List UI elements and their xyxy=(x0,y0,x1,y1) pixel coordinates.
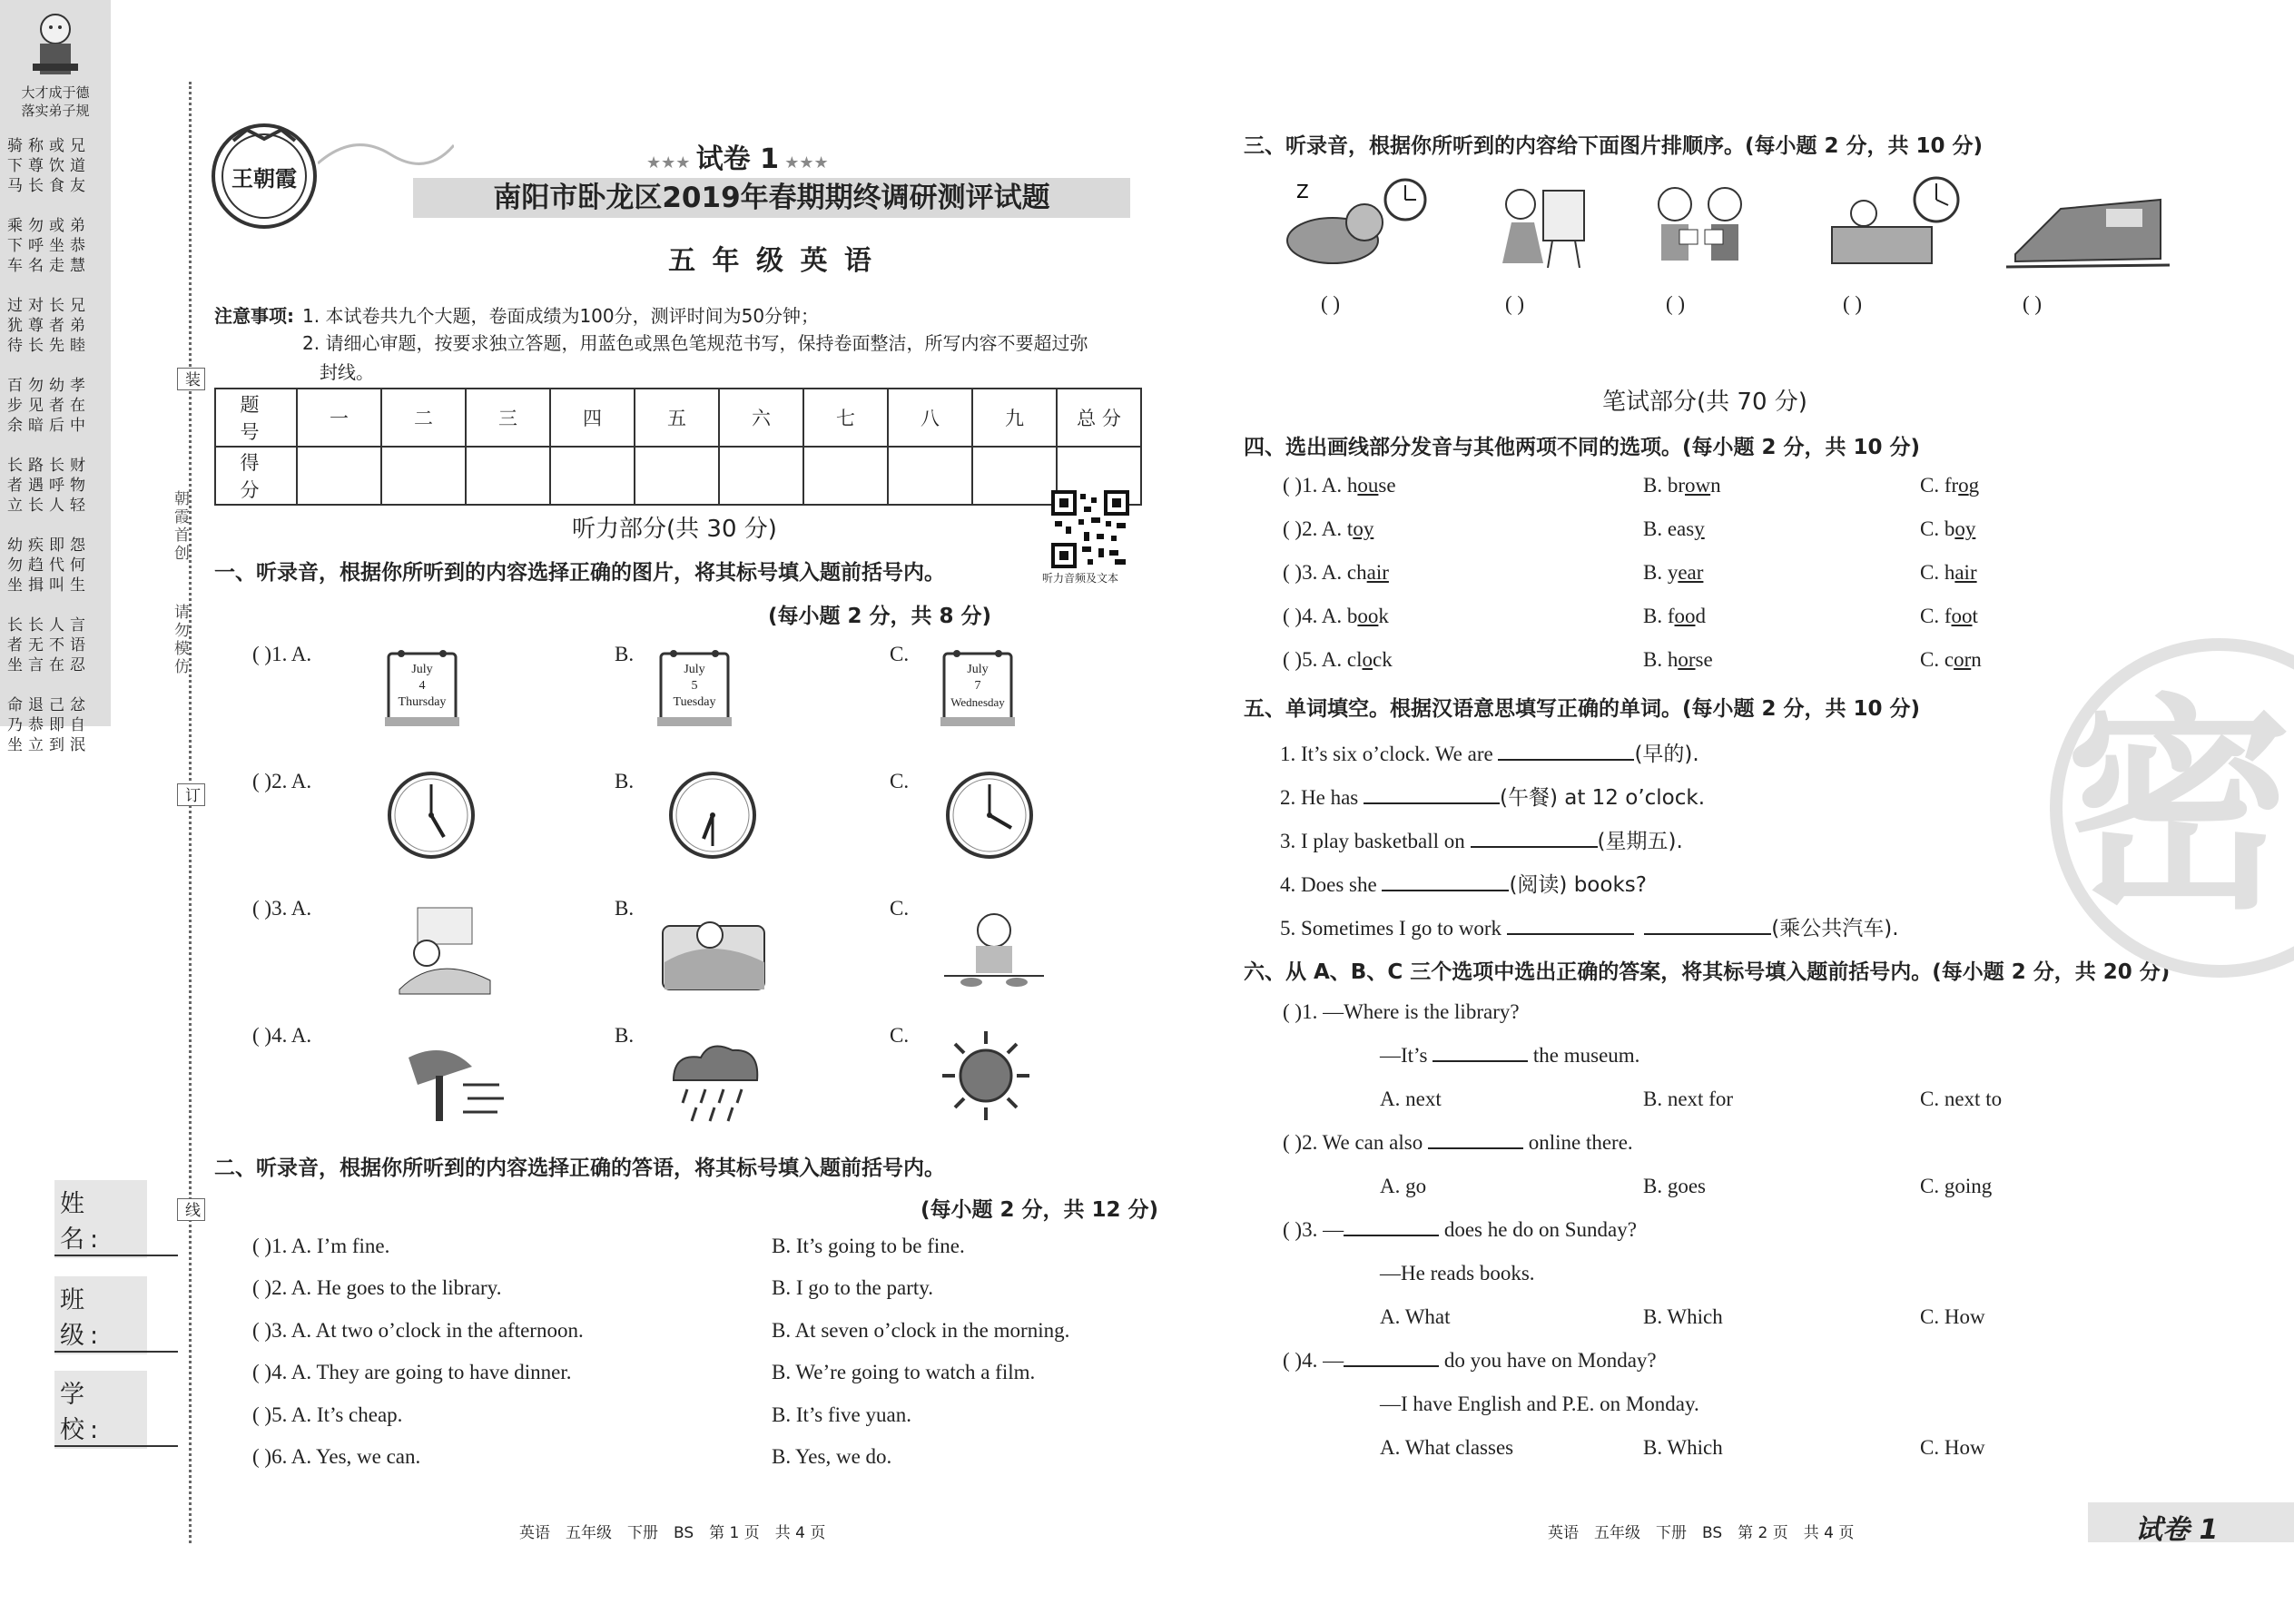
clock-icon xyxy=(944,770,1035,861)
s4-q4-b-u: oo xyxy=(1674,605,1696,627)
windy-tree-icon xyxy=(390,1030,508,1130)
s2-q1-option-a[interactable]: ( )1. A. I’m fine. xyxy=(252,1235,390,1257)
s4-q1-c-pre: C. fr xyxy=(1920,474,1959,497)
listening-title: 听力部分(共 30 分) xyxy=(572,516,777,543)
s2-q6-option-b: B. Yes, we do. xyxy=(772,1445,892,1468)
s4-q1-b-pre: B. br xyxy=(1643,474,1685,497)
s1-q1-c-label: C. xyxy=(890,643,910,665)
s2-q4-option-a[interactable]: ( )4. A. They are going to have dinner. xyxy=(252,1361,572,1383)
s1-q4-c-label: C. xyxy=(890,1024,910,1047)
s6-q4-option-c: C. How xyxy=(1920,1436,1985,1459)
clock-icon xyxy=(667,770,758,861)
s6-q3[interactable] xyxy=(1283,1218,1637,1242)
s4-q5-c-pre: C. c xyxy=(1920,648,1954,671)
s6-q2-option-a: A. go xyxy=(1380,1175,1427,1197)
s4-q1-c-post: g xyxy=(1968,474,1980,497)
s5-q4 xyxy=(1280,868,1647,898)
calendar-a-day: 4 xyxy=(418,679,426,693)
s6-q1[interactable]: ( )1. —Where is the library? xyxy=(1283,1000,1520,1023)
s6-q3-option-c: C. How xyxy=(1920,1305,1985,1328)
s2-q3-option-b: B. At seven o’clock in the morning. xyxy=(772,1319,1070,1342)
s4-q4-c-u: oo xyxy=(1951,605,1973,627)
calendar-b-day: 5 xyxy=(691,679,698,693)
s4-q4-c-pre: C. f xyxy=(1920,605,1952,627)
binding-dashed-line xyxy=(189,82,192,1543)
s3-answer-bracket[interactable]: ( ) xyxy=(1666,292,1686,315)
s4-q3-c-u: air xyxy=(1954,561,1977,584)
child-eating-picture xyxy=(935,899,1053,999)
s4-q3-bracket: ( )3. A. xyxy=(1283,561,1347,584)
calendar-b-weekday: Tuesday xyxy=(673,695,716,709)
score-header-cell: 七 xyxy=(803,389,888,447)
s4-q1-b-post: n xyxy=(1710,474,1721,497)
seal-word-1: 装 xyxy=(177,368,205,390)
s6-q1-line2 xyxy=(1380,1044,1639,1068)
s1-q1-number[interactable]: ( )1. A. xyxy=(252,643,312,665)
score-header-cell: 总 分 xyxy=(1057,389,1141,447)
notes-line-2: 2. 请细心审题，按要求独立答题，用蓝色或黑色笔规范书写，保持卷面整洁，所写内容不要超过弥 xyxy=(302,332,1088,354)
sleeping-cat-clock-picture xyxy=(1278,172,1433,272)
s4-q1-b-u: ow xyxy=(1685,474,1711,497)
s4-q2-option-c xyxy=(1920,517,1975,541)
side-note-2: 请勿模仿 xyxy=(171,604,189,676)
s5-q3-pre: 3. I play basketball on xyxy=(1280,830,1471,852)
s5-q5 xyxy=(1280,911,1899,941)
score-cell[interactable] xyxy=(972,447,1057,505)
seal-word-3: 线 xyxy=(177,1198,205,1221)
s6-q2-blank[interactable] xyxy=(1428,1131,1523,1149)
s4-q5-b-u: or xyxy=(1678,648,1696,671)
s5-q2 xyxy=(1280,781,1705,811)
s1-q3-number[interactable]: ( )3. A. xyxy=(252,897,312,920)
s6-q3-blank[interactable] xyxy=(1344,1218,1439,1236)
score-cell[interactable] xyxy=(803,447,888,505)
footer-left: 英语 五年级 下册 BS 第 1 页 共 4 页 xyxy=(519,1524,826,1542)
score-header-cell: 九 xyxy=(972,389,1057,447)
s4-q4-a-pre: b xyxy=(1346,605,1358,627)
s4-q5-option-c xyxy=(1920,648,1982,672)
s6-q2-post: online there. xyxy=(1528,1131,1633,1154)
s6-q4[interactable] xyxy=(1283,1349,1657,1373)
s4-q4-b-pre: B. f xyxy=(1643,605,1675,627)
section1-points: (每小题 2 分，共 8 分) xyxy=(768,605,992,628)
train-picture xyxy=(2006,182,2170,281)
child-sleeping-picture xyxy=(655,899,773,999)
s5-q5-blank-2[interactable] xyxy=(1644,917,1771,935)
s5-q1-pre: 1. It’s six o’clock. We are xyxy=(1280,743,1499,765)
s4-q3-option-c xyxy=(1920,561,1977,585)
footer-right: 英语 五年级 下册 BS 第 2 页 共 4 页 xyxy=(1548,1524,1855,1542)
s4-q5-c-post: n xyxy=(1971,648,1982,671)
s4-q2-option-b xyxy=(1643,517,1705,541)
s5-q1 xyxy=(1280,737,1699,767)
s4-q4-number[interactable] xyxy=(1283,605,1389,628)
s4-q2-c-u: oy xyxy=(1954,517,1976,540)
s2-q5-option-b: B. It’s five yuan. xyxy=(772,1403,911,1426)
s4-q3-a-pre: ch xyxy=(1346,561,1367,584)
s5-q2-pre: 2. He has xyxy=(1280,786,1364,809)
s4-q1-option-c xyxy=(1920,474,1979,497)
s4-q2-a-u: oy xyxy=(1353,517,1374,540)
s1-q1-b-label: B. xyxy=(615,643,635,665)
s6-q3-option-a: A. What xyxy=(1380,1305,1451,1328)
s6-q4-option-a: A. What classes xyxy=(1380,1436,1514,1459)
s4-q5-c-u: or xyxy=(1954,648,1972,671)
sunny-sun-icon xyxy=(935,1026,1053,1126)
s4-q5-a-pre: cl xyxy=(1346,648,1363,671)
section2-points: (每小题 2 分，共 12 分) xyxy=(921,1198,1159,1222)
calendar-a-weekday: Thursday xyxy=(398,695,447,709)
s4-q2-a-pre: t xyxy=(1346,517,1354,540)
exam-title: 南阳市卧龙区2019年春期期终调研测评试题 xyxy=(493,182,1050,214)
s4-q1-a-u: ou xyxy=(1357,474,1379,497)
score-cell[interactable] xyxy=(381,447,466,505)
s4-q4-option-b xyxy=(1643,605,1706,628)
name-label: 姓 名: xyxy=(54,1180,147,1258)
notes-label: 注意事项: xyxy=(214,305,294,327)
score-table-score-row xyxy=(215,447,1141,505)
s6-q3-post: does he do on Sunday? xyxy=(1443,1218,1637,1241)
child-waking-picture xyxy=(390,899,508,999)
s6-q4-option-b: B. Which xyxy=(1643,1436,1723,1459)
section2-heading: 二、听录音，根据你所听到的内容选择正确的答语，将其标号填入题前括号内。 xyxy=(214,1156,945,1180)
s4-q4-option-c xyxy=(1920,605,1978,628)
kids-reading-picture xyxy=(1643,177,1757,277)
s6-q2-option-c: C. going xyxy=(1920,1175,1993,1197)
calendar-b-month: July xyxy=(684,663,705,676)
mascot-figure xyxy=(24,9,87,82)
s6-q1-blank[interactable] xyxy=(1433,1044,1528,1062)
motto-top: 大才成于德 落实弟子规 xyxy=(21,84,90,119)
score-header-cell: 题 号 xyxy=(215,389,297,447)
s6-q1-option-b: B. next for xyxy=(1643,1088,1734,1110)
s5-q2-blank[interactable] xyxy=(1364,786,1500,804)
s4-q4-a-u: oo xyxy=(1357,605,1379,627)
s5-q5-blank-1[interactable] xyxy=(1507,917,1634,935)
notes-line-3: 封线。 xyxy=(320,361,374,383)
s1-q4-b-label: B. xyxy=(615,1024,635,1047)
qr-code-icon[interactable] xyxy=(1051,490,1129,568)
s4-q4-bracket: ( )4. A. xyxy=(1283,605,1347,627)
motto-block: 骑称或兄 下尊饮道 马长食友 乘勿或弟 下呼坐恭 车名走慧 过对长兄 犹尊者弟 待长先睦 百勿幼孝 步见者在 余暗后中 长路长财 者遇呼物 立长人轻 幼疾即怨 勿趋代何 坐揖叫生 长长人言 者无不语 坐言在忍 命退己忿 乃恭即自 坐立到泯 xyxy=(7,137,91,754)
score-header-cell: 八 xyxy=(888,389,972,447)
s4-q5-option-b xyxy=(1643,648,1713,672)
paper-badge: ★★★ 试卷 1 ★★★ xyxy=(646,143,829,175)
s4-q4-b-post: d xyxy=(1695,605,1706,627)
svg-text:Z: Z xyxy=(1296,181,1309,202)
s4-q4-a-post: k xyxy=(1378,605,1389,627)
s6-q3-option-b: B. Which xyxy=(1643,1305,1723,1328)
binding-panel xyxy=(0,0,111,754)
section4-heading: 四、选出画线部分发音与其他两项不同的选项。(每小题 2 分，共 10 分) xyxy=(1244,436,1921,459)
s5-q2-post: (午餐) at 12 o’clock. xyxy=(1499,786,1706,810)
s5-q3-post: (星期五). xyxy=(1597,830,1683,853)
clock-icon xyxy=(386,770,477,861)
s4-q5-b-post: se xyxy=(1695,648,1713,671)
score-cell[interactable] xyxy=(635,447,719,505)
s4-q4-c-post: t xyxy=(1972,605,1978,627)
s4-q3-option-b xyxy=(1643,561,1703,585)
s5-q4-post: (阅读) books? xyxy=(1509,873,1647,897)
score-header-cell: 二 xyxy=(381,389,466,447)
s2-q5-option-a[interactable]: ( )5. A. It’s cheap. xyxy=(252,1403,403,1426)
section5-heading: 五、单词填空。根据汉语意思填写正确的单词。(每小题 2 分，共 10 分) xyxy=(1244,697,1921,721)
calendar-c-weekday: Wednesday xyxy=(950,695,1005,709)
s6-q2-pre: ( )2. We can also xyxy=(1283,1131,1423,1154)
s1-q3-b-label: B. xyxy=(615,897,635,920)
score-row-label: 得 分 xyxy=(215,447,297,505)
calendar-icon xyxy=(937,643,1019,732)
side-note-1: 朝霞首创 xyxy=(171,490,189,563)
score-header-cell: 一 xyxy=(297,389,381,447)
s4-q3-b-u: ear xyxy=(1678,561,1704,584)
s5-q4-blank[interactable] xyxy=(1382,873,1509,891)
brand-logo-text: 王朝霞 xyxy=(231,166,297,192)
score-cell[interactable] xyxy=(466,447,550,505)
score-header-cell: 四 xyxy=(550,389,635,447)
s1-q3-c-label: C. xyxy=(890,897,910,920)
s6-q4-blank[interactable] xyxy=(1344,1349,1439,1367)
calendar-c-month: July xyxy=(967,663,989,676)
calendar-c-day: 7 xyxy=(974,679,981,693)
s1-q4-number[interactable]: ( )4. A. xyxy=(252,1024,312,1047)
s5-q1-post: (早的). xyxy=(1634,743,1699,766)
s4-q5-a-u: o xyxy=(1362,648,1373,671)
s6-q1-line2-pre: —It’s xyxy=(1380,1044,1428,1067)
notes-line-1: 1. 本试卷共九个大题，卷面成绩为100分，测评时间为50分钟； xyxy=(302,305,820,327)
s5-q3 xyxy=(1280,824,1683,854)
s4-q1-number[interactable] xyxy=(1283,474,1396,497)
score-header-cell: 六 xyxy=(719,389,803,447)
s4-q1-bracket: ( )1. A. xyxy=(1283,474,1347,497)
brand-logo xyxy=(211,123,318,230)
score-cell[interactable] xyxy=(550,447,635,505)
s4-q3-a-u: air xyxy=(1366,561,1389,584)
s5-q5-pre: 5. Sometimes I go to work xyxy=(1280,917,1507,940)
calendar-a-month: July xyxy=(411,663,433,676)
school-label: 学 校: xyxy=(54,1371,147,1449)
calendar-icon xyxy=(381,643,463,732)
s4-q2-b-pre: B. eas xyxy=(1643,517,1695,540)
s2-q3-option-a[interactable]: ( )3. A. At two o’clock in the afternoon. xyxy=(252,1319,584,1342)
s1-q2-c-label: C. xyxy=(890,770,910,792)
s4-q3-c-pre: C. h xyxy=(1920,561,1955,584)
s6-q2[interactable] xyxy=(1283,1131,1633,1155)
name-field[interactable] xyxy=(54,1255,178,1256)
s5-q5-post: (乘公共汽车). xyxy=(1771,917,1899,940)
s6-q3-pre: ( )3. — xyxy=(1283,1218,1344,1241)
s4-q5-number[interactable] xyxy=(1283,648,1393,672)
s6-q3-line2: —He reads books. xyxy=(1380,1262,1535,1284)
s6-q1-line2-post: the museum. xyxy=(1532,1044,1640,1067)
s2-q2-option-b: B. I go to the party. xyxy=(772,1276,934,1299)
s6-q4-line2: —I have English and P.E. on Monday. xyxy=(1380,1393,1699,1415)
s4-q5-bracket: ( )5. A. xyxy=(1283,648,1347,671)
seal-word-2: 订 xyxy=(177,783,205,806)
s4-q2-number[interactable] xyxy=(1283,517,1373,541)
ribbon-decoration xyxy=(318,127,454,182)
s1-q2-b-label: B. xyxy=(615,770,635,792)
s6-q4-pre: ( )4. — xyxy=(1283,1349,1344,1372)
s4-q3-number[interactable] xyxy=(1283,561,1389,585)
score-header-cell: 五 xyxy=(635,389,719,447)
s3-answer-bracket[interactable]: ( ) xyxy=(2023,292,2043,315)
s4-q2-bracket: ( )2. A. xyxy=(1283,517,1347,540)
s4-q2-c-pre: C. b xyxy=(1920,517,1955,540)
s6-q1-option-a: A. next xyxy=(1380,1088,1442,1110)
s2-q6-option-a[interactable]: ( )6. A. Yes, we can. xyxy=(252,1445,421,1468)
bed-alarm-clock-picture xyxy=(1823,172,1968,272)
section3-heading: 三、听录音，根据你所听到的内容给下面图片排顺序。(每小题 2 分，共 10 分) xyxy=(1244,134,1984,158)
qr-caption: 听力音频及文本 xyxy=(1042,572,1119,585)
s3-answer-bracket[interactable]: ( ) xyxy=(1321,292,1341,315)
s4-q5-a-post: ck xyxy=(1373,648,1393,671)
s6-q2-option-b: B. goes xyxy=(1643,1175,1706,1197)
exam-subtitle: 五 年 级 英 语 xyxy=(668,245,875,277)
girl-painting-picture xyxy=(1489,177,1593,277)
s4-q5-b-pre: B. h xyxy=(1643,648,1679,671)
class-label: 班 级: xyxy=(54,1276,147,1354)
written-title: 笔试部分(共 70 分) xyxy=(1602,389,1807,416)
score-cell[interactable] xyxy=(719,447,803,505)
s6-q1-option-c: C. next to xyxy=(1920,1088,2003,1110)
s4-q1-a-pre: h xyxy=(1346,474,1358,497)
s3-answer-bracket[interactable]: ( ) xyxy=(1843,292,1863,315)
score-table xyxy=(214,388,1142,506)
s4-q2-b-u: y xyxy=(1694,517,1705,540)
section1-heading: 一、听录音，根据你所听到的内容选择正确的图片，将其标号填入题前括号内。 xyxy=(214,561,945,585)
score-table-header-row xyxy=(215,389,1141,447)
s4-q3-b-pre: B. y xyxy=(1643,561,1679,584)
s4-q1-option-b xyxy=(1643,474,1721,497)
s2-q1-option-b: B. It’s going to be fine. xyxy=(772,1235,965,1257)
s4-q1-a-post: se xyxy=(1378,474,1396,497)
s4-q1-c-u: o xyxy=(1958,474,1969,497)
secret-watermark xyxy=(2029,635,2294,980)
section6-heading: 六、从 A、B、C 三个选项中选出正确的答案，将其标号填入题前括号内。(每小题 2 分，共 20 分) xyxy=(1244,960,2171,984)
score-cell[interactable] xyxy=(297,447,381,505)
s2-q2-option-a[interactable]: ( )2. A. He goes to the library. xyxy=(252,1276,502,1299)
score-cell[interactable] xyxy=(888,447,972,505)
secret-watermark-text: 密 xyxy=(2065,675,2292,940)
s2-q4-option-b: B. We’re going to watch a film. xyxy=(772,1361,1036,1383)
class-field[interactable] xyxy=(54,1351,178,1353)
s1-q2-number[interactable]: ( )2. A. xyxy=(252,770,312,792)
s5-q3-blank[interactable] xyxy=(1471,830,1598,848)
calendar-icon xyxy=(654,643,735,732)
school-field[interactable] xyxy=(54,1445,178,1447)
s5-q4-pre: 4. Does she xyxy=(1280,873,1383,896)
rainy-cloud-icon xyxy=(655,1030,773,1130)
footer-badge: 试卷 1 xyxy=(2135,1514,2219,1546)
s5-q1-blank[interactable] xyxy=(1498,743,1634,761)
score-header-cell: 三 xyxy=(466,389,550,447)
s6-q4-post: do you have on Monday? xyxy=(1443,1349,1657,1372)
s3-answer-bracket[interactable]: ( ) xyxy=(1505,292,1525,315)
